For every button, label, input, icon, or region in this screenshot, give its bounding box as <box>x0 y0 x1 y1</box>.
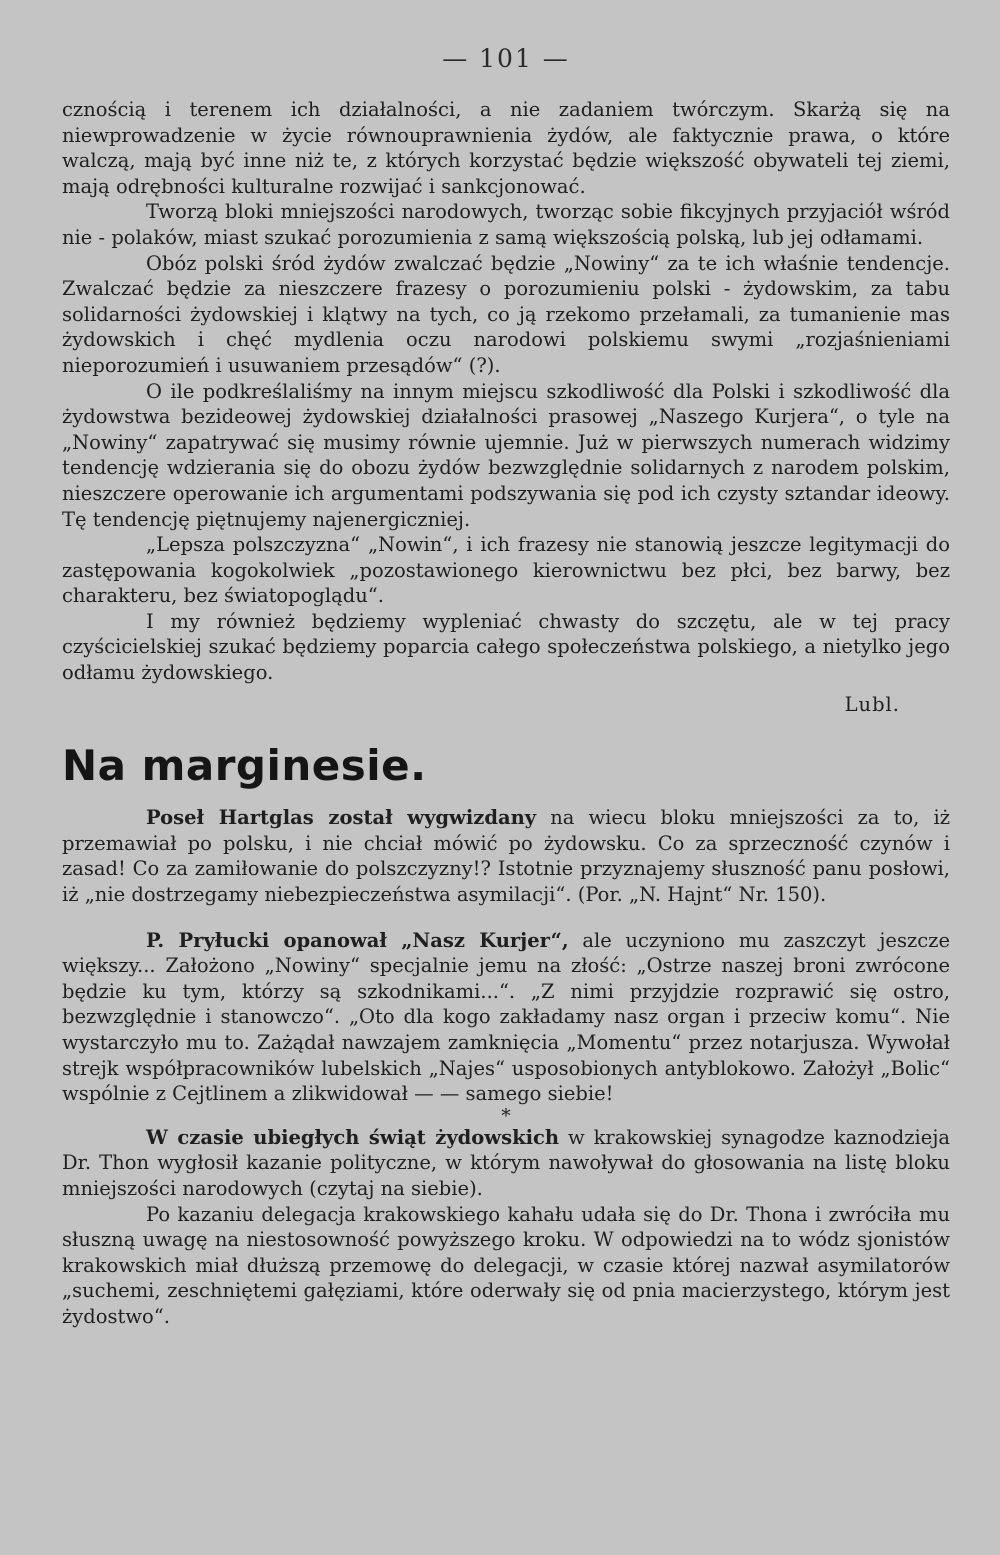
article-signature: Lubl. <box>844 692 900 716</box>
news-paragraph: Po kazaniu delegacja krakowskiego kahału udała się do Dr. Thona i zwróciła mu słuszną uwagę na niestosowność powyższego kroku. W odpowiedzi na to wódz sjonistów krakowskich miał dłuższą przemowę do delegacji, w czasie której nazwał asymilatorów „suchemi, zeschniętemi gałęziami, które oderwały się od pnia macierzystego, którym jest żydostwo“. <box>62 1202 950 1328</box>
page-number: — 101 — <box>442 44 570 73</box>
article-paragraph: Obóz polski śród żydów zwalczać będzie „Nowiny“ za te ich właśnie tendencje. Zwalczać będzie za nieszczere frazesy o porozumieniu polski - żydowskim, za tabu solidarności żydowskiej i klątwy na tych, co ją rzekomo przełamali, za tumanienie mas żydowskich i chęć mydlenia oczu narodowi polskiemu swymi „rozjaśnieniami nieporozumień i usuwaniem przesądów“ (?). <box>62 251 950 377</box>
news-item <box>62 805 950 907</box>
spacer <box>62 908 950 928</box>
news-item-text: ale uczyniono mu zaszczyt jeszcze większy... Założono „Nowiny“ specjalnie jemu na złość: „Ostrze naszej broni zwrócone będzie ku tym, którzy są szkodnikami...“. „Z nimi przyjdzie rozprawić się ostro, bezwzględnie i stanowczo“. „Oto dla kogo zakładamy nasz organ i przeciw komu“. Nie wystarczyło mu to. Zażądał nawzajem zamknięcia „Momentu“ przez notarjusza. Wywołał strejk współpracowników lubelskich „Najes“ usposobionych antyblokowo. Założył „Bolic“ wspólnie z Cejtlinem a zlikwidował — — samego siebie! <box>62 928 950 1106</box>
section-title: Na marginesie. <box>62 741 427 791</box>
article-paragraph: cznością i terenem ich działalności, a nie zadaniem twórczym. Skarżą się na niewprowadzenie w życie równouprawnienia żydów, ale faktycznie prawa, o które walczą, mają być inne niż te, z których korzystać będzie większość obywateli tej ziemi, mają odrębności kulturalne rozwijać i sankcjonować. <box>62 98 950 198</box>
news-item-text: w krakowskiej synagodze kaznodzieja Dr. Thon wygłosił kazanie polityczne, w którym nawoływał do głosowania na listę bloku mniejszości narodowych (czytaj na siebie). <box>62 1125 951 1200</box>
news-item-lead: P. Pryłucki opanował „Nasz Kurjer“, <box>146 928 569 952</box>
section-body <box>62 805 950 1329</box>
article-paragraph: Tworzą bloki mniejszości narodowych, tworząc sobie fikcyjnych przyjaciół wśród nie - polaków, miast szukać porozumienia z samą większością polską, lub jej odłamami. <box>62 200 950 249</box>
article-paragraph: I my również będziemy wypleniać chwasty do szczętu, ale w tej pracy czyścicielskiej szukać będziemy poparcia całego społeczeństwa polskiego, a nietylko jego odłamu żydowskiego. <box>62 609 950 685</box>
news-item <box>62 928 950 1107</box>
news-item <box>62 1125 950 1202</box>
article-body <box>62 97 950 717</box>
section-separator: * <box>501 1104 511 1127</box>
news-item-lead: Poseł Hartglas został wygwizdany <box>146 806 537 830</box>
article-paragraph: „Lepsza polszczyzna“ „Nowin“, i ich frazesy nie stanowią jeszcze legitymacji do zastępowania kogokolwiek „pozostawionego kierownictwu bez płci, bez barwy, bez charakteru, bez światopoglądu“. <box>62 533 950 608</box>
news-item-text: na wiecu bloku mniejszości za to, iż przemawiał po polsku, i nie chciał mówić po żydowsku. Co za sprzeczność czynów i zasad! Co za zamiłowanie do polszczyzny!? Istotnie przyznajemy słuszność panu posłowi, iż „nie dostrzegamy niebezpieczeństwa asymilacji“. (Por. „N. Hajnt“ Nr. 150). <box>62 806 950 907</box>
article-paragraph: O ile podkreślaliśmy na innym miejscu szkodliwość dla Polski i szkodliwość dla żydowstwa bezideowej żydowskiej działalności prasowej „Naszego Kurjera“, o tyle na „Nowiny“ zapatrywać się musimy równie ujemnie. Już w pierwszych numerach widzimy tendencję wdzierania się do obozu żydów bezwzględnie solidarnych z narodem polskim, nieszczere operowanie ich argumentami podszywania się pod ich czysty sztandar ideowy. Tę tendencję piętnujemy najenergiczniej. <box>62 379 950 531</box>
news-item-lead: W czasie ubiegłych świąt żydowskich <box>146 1125 560 1149</box>
